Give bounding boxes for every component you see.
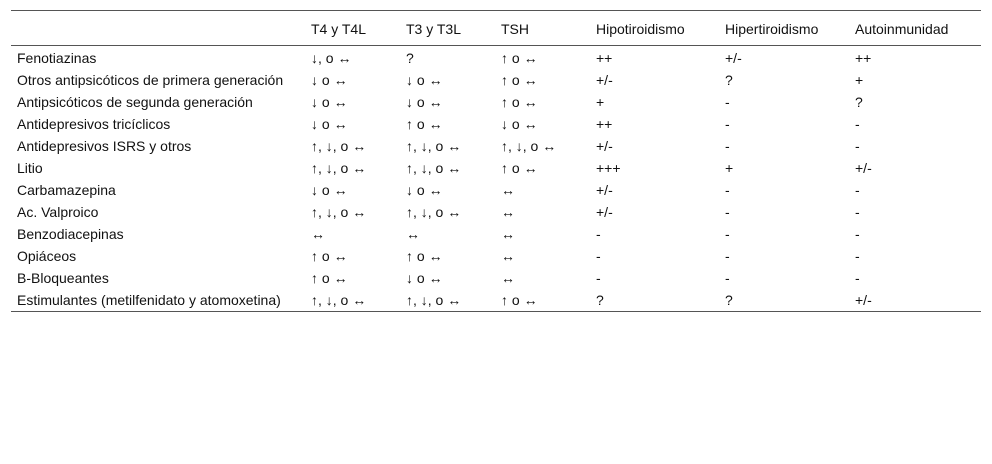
drug-name-cell: Fenotiazinas [17, 50, 97, 66]
tsh-cell: ↑ o ↔ [501, 72, 538, 88]
drug-name-cell: Estimulantes (metilfenidato y atomoxetina) [17, 292, 281, 308]
table-row [11, 46, 981, 70]
t4-cell: ↓, o ↔ [311, 50, 352, 66]
autoimmunity-cell: - [855, 226, 860, 242]
table-row [11, 289, 981, 312]
hypothyroidism-cell: - [596, 226, 601, 242]
hyperthyroidism-cell: - [725, 138, 730, 154]
t4-cell: ↑, ↓, o ↔ [311, 138, 367, 154]
autoimmunity-cell: +/- [855, 160, 872, 176]
drug-name-cell: Ac. Valproico [17, 204, 99, 220]
t4-cell: ↑, ↓, o ↔ [311, 160, 367, 176]
t3-cell: ↓ o ↔ [406, 72, 443, 88]
tsh-cell: ↓ o ↔ [501, 116, 538, 132]
t4-cell: ↑, ↓, o ↔ [311, 292, 367, 308]
t4-cell: ↑, ↓, o ↔ [311, 204, 367, 220]
column-header-tsh: TSH [501, 20, 529, 37]
header-row [11, 11, 981, 46]
hyperthyroidism-cell: ? [725, 292, 733, 308]
t4-cell: ↓ o ↔ [311, 72, 348, 88]
hypothyroidism-cell: +/- [596, 182, 613, 198]
t3-cell: ? [406, 50, 414, 66]
table-row [11, 201, 981, 223]
tsh-cell: ↔ [501, 182, 515, 198]
autoimmunity-cell: ? [855, 94, 863, 110]
table-row [11, 157, 981, 179]
hypothyroidism-cell: +/- [596, 72, 613, 88]
t3-cell: ↓ o ↔ [406, 94, 443, 110]
tsh-cell: ↑ o ↔ [501, 94, 538, 110]
table-row [11, 135, 981, 157]
hyperthyroidism-cell: - [725, 270, 730, 286]
table-row [11, 113, 981, 135]
t3-cell: ↑, ↓, o ↔ [406, 160, 462, 176]
autoimmunity-cell: - [855, 248, 860, 264]
table-container [11, 10, 981, 312]
t3-cell: ↑, ↓, o ↔ [406, 138, 462, 154]
tsh-cell: ↑ o ↔ [501, 292, 538, 308]
hyperthyroidism-cell: - [725, 204, 730, 220]
table-row [11, 267, 981, 289]
hypothyroidism-cell: +/- [596, 204, 613, 220]
t3-cell: ↑ o ↔ [406, 116, 443, 132]
column-header-hyperthyroidism: Hipertiroidismo [725, 20, 819, 37]
hyperthyroidism-cell: +/- [725, 50, 742, 66]
drug-name-cell: Benzodiacepinas [17, 226, 124, 242]
hypothyroidism-cell: +++ [596, 160, 621, 176]
column-header-t3: T3 y T3L [406, 20, 461, 37]
t4-cell: ↓ o ↔ [311, 182, 348, 198]
tsh-cell: ↔ [501, 270, 515, 286]
t3-cell: ↑, ↓, o ↔ [406, 204, 462, 220]
drug-name-cell: Antipsicóticos de segunda generación [17, 94, 253, 110]
table-row [11, 179, 981, 201]
drug-name-cell: Carbamazepina [17, 182, 116, 198]
hyperthyroidism-cell: ? [725, 72, 733, 88]
drug-name-cell: B-Bloqueantes [17, 270, 109, 286]
tsh-cell: ↔ [501, 204, 515, 220]
t4-cell: ↑ o ↔ [311, 248, 348, 264]
column-header-t4: T4 y T4L [311, 20, 366, 37]
t3-cell: ↔ [406, 226, 420, 242]
column-header-drug [11, 11, 305, 46]
autoimmunity-cell: - [855, 182, 860, 198]
t3-cell: ↑ o ↔ [406, 248, 443, 264]
drug-name-cell: Opiáceos [17, 248, 77, 264]
hypothyroidism-cell: ? [596, 292, 604, 308]
hyperthyroidism-cell: - [725, 226, 730, 242]
t4-cell: ↓ o ↔ [311, 116, 348, 132]
hypothyroidism-cell: - [596, 270, 601, 286]
hyperthyroidism-cell: - [725, 94, 730, 110]
table-row [11, 69, 981, 91]
tsh-cell: ↔ [501, 248, 515, 264]
hypothyroidism-cell: ++ [596, 116, 613, 132]
hypothyroidism-cell: - [596, 248, 601, 264]
hyperthyroidism-cell: - [725, 116, 730, 132]
tsh-cell: ↑ o ↔ [501, 160, 538, 176]
t3-cell: ↑, ↓, o ↔ [406, 292, 462, 308]
hypothyroidism-cell: +/- [596, 138, 613, 154]
thyroid-drug-effects-table [11, 10, 981, 312]
autoimmunity-cell: - [855, 270, 860, 286]
tsh-cell: ↑ o ↔ [501, 50, 538, 66]
autoimmunity-cell: ++ [855, 50, 872, 66]
drug-name-cell: Otros antipsicóticos de primera generación [17, 72, 284, 88]
hyperthyroidism-cell: - [725, 248, 730, 264]
column-header-hypothyroidism: Hipotiroidismo [596, 20, 685, 37]
autoimmunity-cell: - [855, 116, 860, 132]
table-row [11, 245, 981, 267]
tsh-cell: ↔ [501, 226, 515, 242]
autoimmunity-cell: - [855, 138, 860, 154]
t4-cell: ↑ o ↔ [311, 270, 348, 286]
tsh-cell: ↑, ↓, o ↔ [501, 138, 557, 154]
column-header-autoimmunity: Autoinmunidad [855, 20, 949, 37]
hyperthyroidism-cell: + [725, 160, 734, 176]
table-row [11, 223, 981, 245]
autoimmunity-cell: +/- [855, 292, 872, 308]
hypothyroidism-cell: + [596, 94, 605, 110]
t3-cell: ↓ o ↔ [406, 270, 443, 286]
drug-name-cell: Litio [17, 160, 43, 176]
hypothyroidism-cell: ++ [596, 50, 613, 66]
hyperthyroidism-cell: - [725, 182, 730, 198]
drug-name-cell: Antidepresivos ISRS y otros [17, 138, 192, 154]
t4-cell: ↓ o ↔ [311, 94, 348, 110]
drug-name-cell: Antidepresivos tricíclicos [17, 116, 171, 132]
autoimmunity-cell: - [855, 204, 860, 220]
t4-cell: ↔ [311, 226, 325, 242]
table-row [11, 91, 981, 113]
t3-cell: ↓ o ↔ [406, 182, 443, 198]
autoimmunity-cell: + [855, 72, 864, 88]
